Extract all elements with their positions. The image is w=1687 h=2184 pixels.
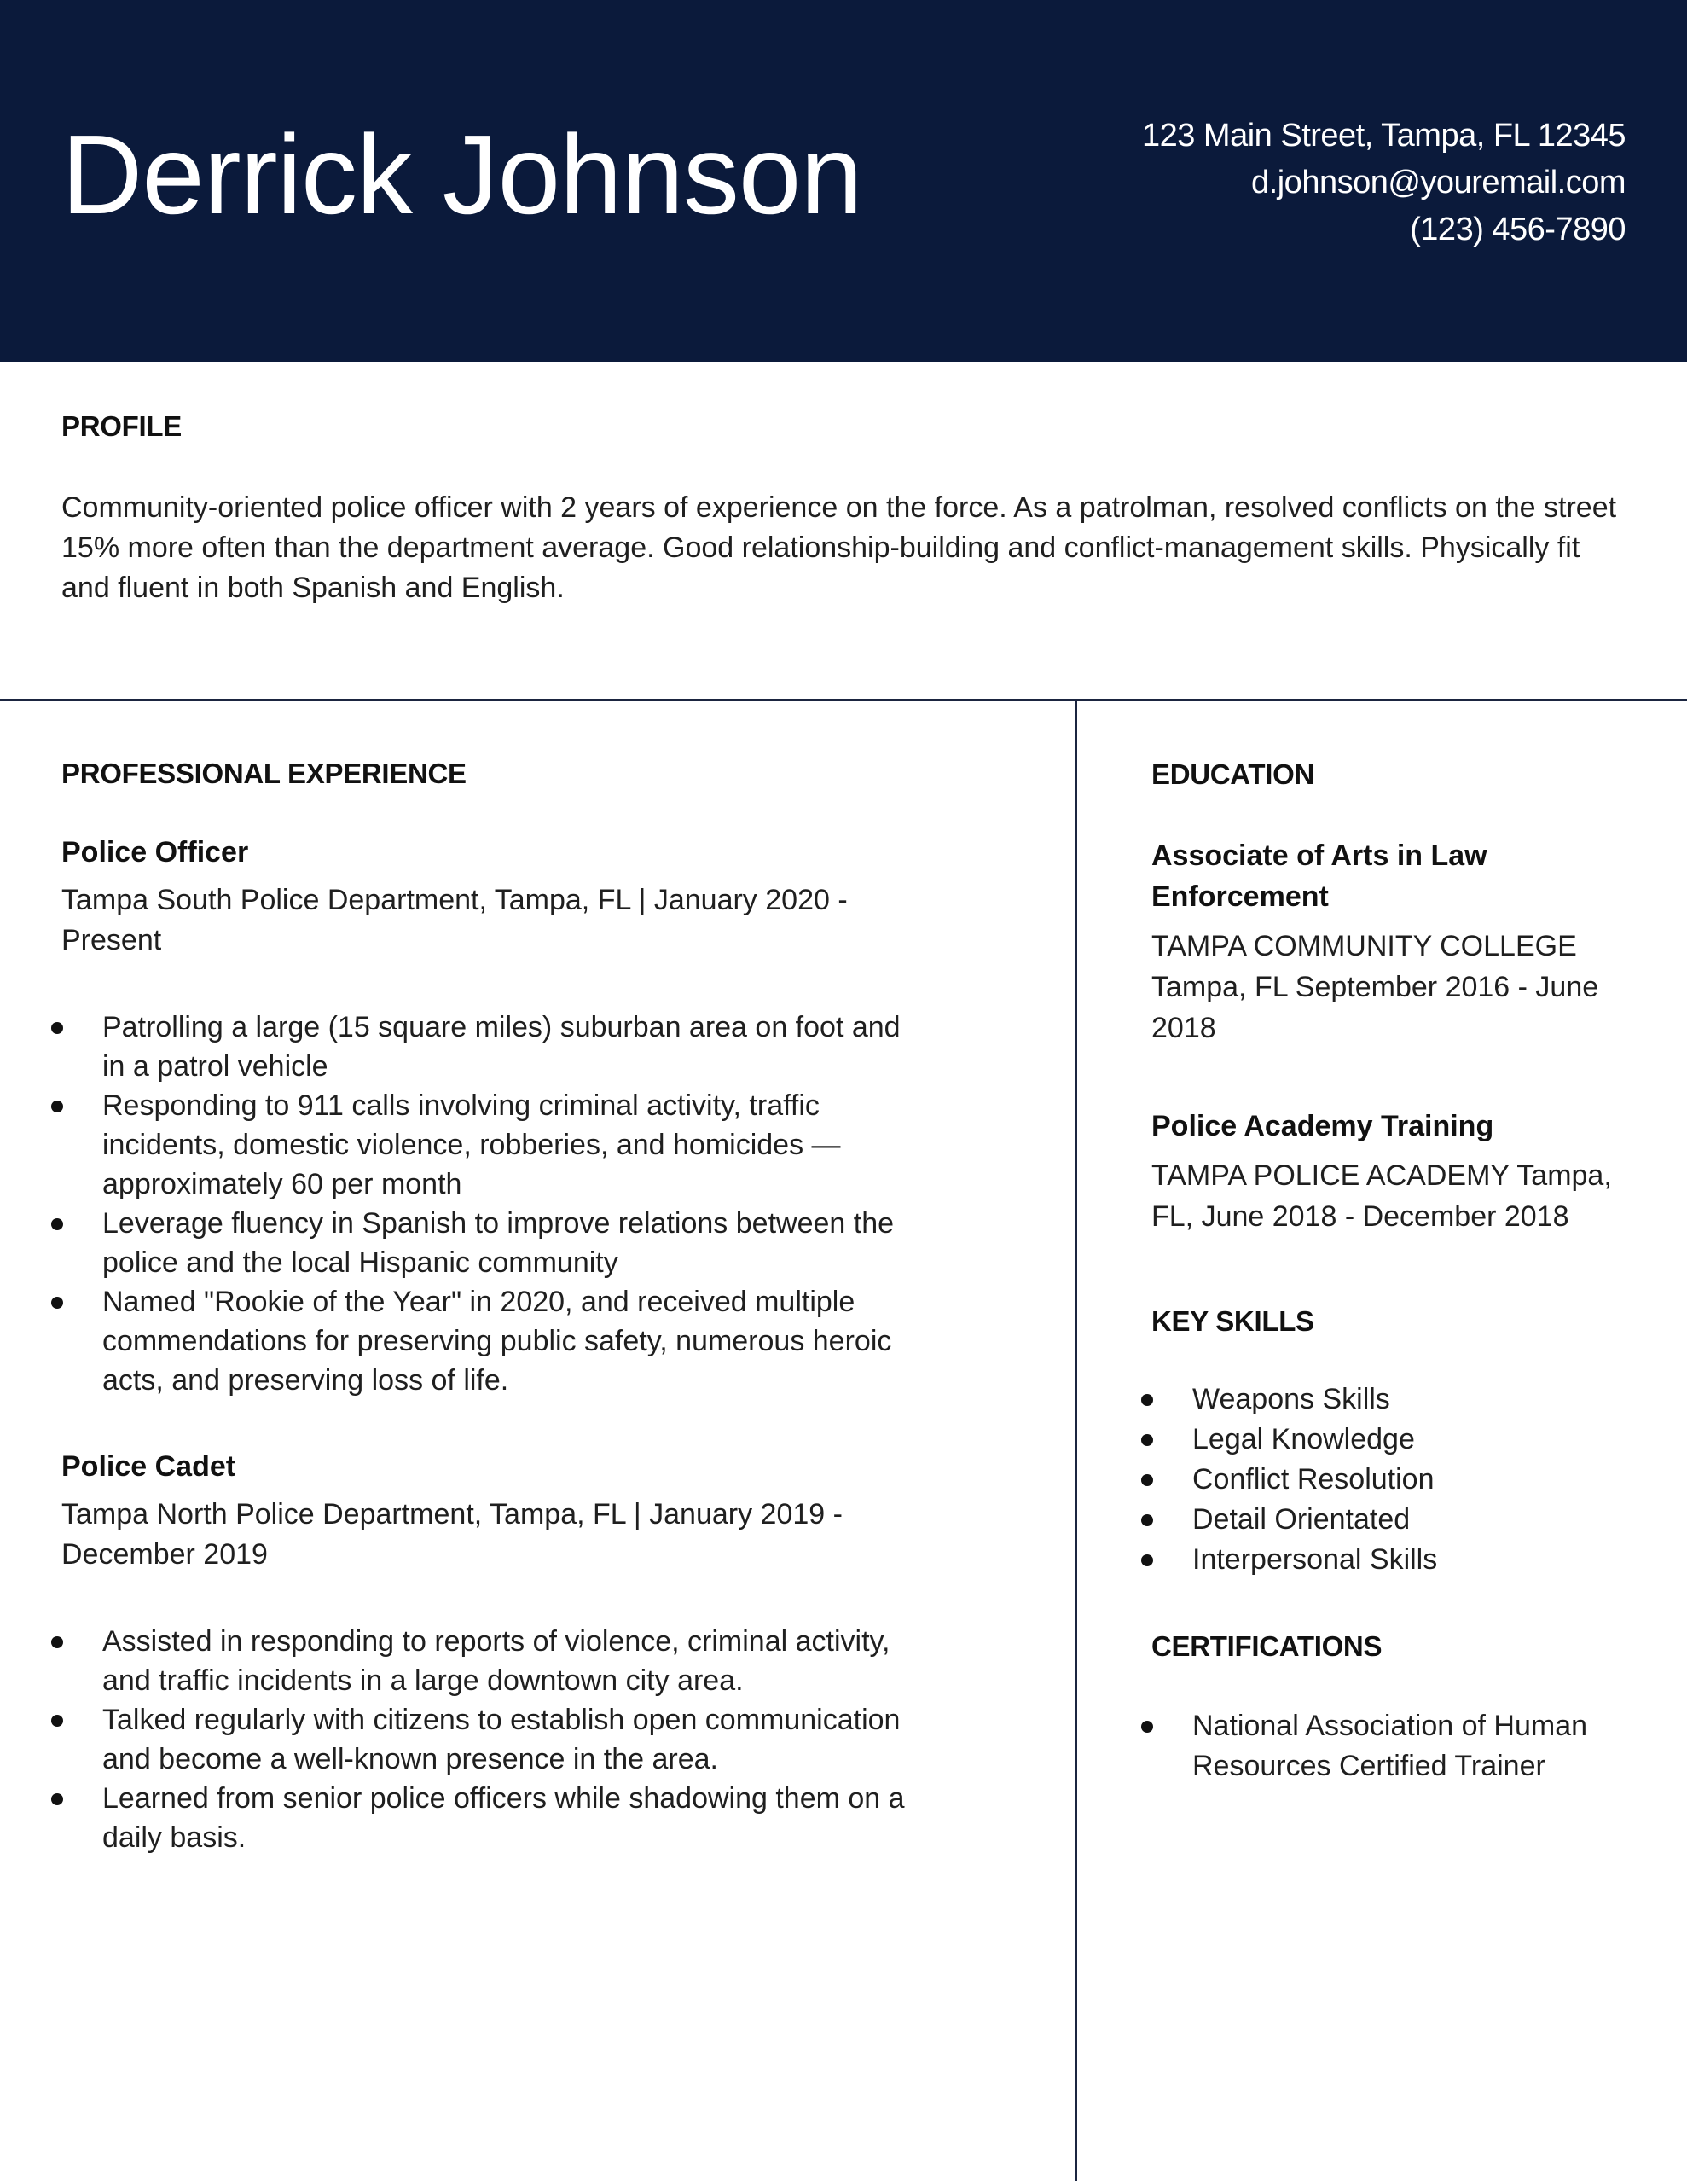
bullet-icon [51, 1715, 63, 1727]
list-item: Talked regularly with citizens to establish open communication and become a well-known presence in the area. [41, 1700, 919, 1779]
list-item: Assisted in responding to reports of violence, criminal activity, and traffic incidents in a large downtown city area. [41, 1622, 919, 1700]
job-title: Police Officer [61, 836, 249, 868]
list-item: Responding to 911 calls involving criminal activity, traffic incidents, domestic violence, robberies, and homicides —approximately 60 per month [41, 1086, 919, 1204]
bullet-icon [51, 1218, 63, 1230]
candidate-name: Derrick Johnson [61, 112, 862, 237]
certifications-heading: CERTIFICATIONS [1151, 1630, 1383, 1662]
bullet-icon [1141, 1514, 1153, 1526]
list-item: Interpersonal Skills [1131, 1540, 1660, 1580]
degree-title: Associate of Arts in Law Enforcement [1151, 839, 1487, 913]
job-meta: Tampa North Police Department, Tampa, FL | January 2019 - December 2019 [61, 1498, 843, 1571]
bullet-icon [51, 1297, 63, 1309]
bullet-icon [51, 1636, 63, 1648]
list-item: Conflict Resolution [1131, 1460, 1660, 1500]
horizontal-divider [0, 699, 1687, 701]
list-item: Learned from senior police officers while shadowing them on a daily basis. [41, 1779, 919, 1857]
bullet-icon [51, 1022, 63, 1034]
job-bullets [41, 1622, 919, 1857]
contact-email: d.johnson@youremail.com [1251, 165, 1626, 200]
list-item: Detail Orientated [1131, 1500, 1660, 1540]
degree-meta: TAMPA POLICE ACADEMY Tampa, FL, June 2018 - December 2018 [1151, 1159, 1612, 1233]
job-meta: Tampa South Police Department, Tampa, FL | January 2020 - Present [61, 884, 848, 956]
resume-header [0, 0, 1687, 362]
degree-title: Police Academy Training [1151, 1110, 1494, 1142]
list-item: Legal Knowledge [1131, 1420, 1660, 1460]
job-bullets [41, 1008, 919, 1400]
contact-phone: (123) 456-7890 [1410, 212, 1626, 247]
profile-heading: PROFILE [61, 410, 182, 442]
list-item: National Association of Human Resources Certified Trainer [1131, 1706, 1643, 1786]
skills-heading: KEY SKILLS [1151, 1305, 1314, 1337]
contact-address: 123 Main Street, Tampa, FL 12345 [1141, 118, 1626, 154]
list-item: Leverage fluency in Spanish to improve relations between the police and the local Hispanic community [41, 1204, 919, 1282]
list-item: Patrolling a large (15 square miles) suburban area on foot and in a patrol vehicle [41, 1008, 919, 1086]
education-heading: EDUCATION [1151, 758, 1315, 790]
skills-list [1131, 1380, 1660, 1580]
experience-heading: PROFESSIONAL EXPERIENCE [61, 758, 467, 789]
job-title: Police Cadet [61, 1450, 236, 1483]
profile-summary: Community-oriented police officer with 2 years of experience on the force. As a patrolman, resolved conflicts on the street 15% more often than the department average. Good relationship-building and conflict-management skills. Physically fit and fluent in both Spanish and English. [61, 491, 1617, 604]
column-divider [1075, 701, 1077, 2181]
bullet-icon [51, 1101, 63, 1112]
bullet-icon [51, 1793, 63, 1805]
degree-meta: TAMPA COMMUNITY COLLEGE Tampa, FL September 2016 - June 2018 [1151, 930, 1599, 1044]
bullet-icon [1141, 1434, 1153, 1446]
bullet-icon [1141, 1721, 1153, 1733]
certifications-list [1131, 1706, 1643, 1786]
contact-info [1142, 113, 1626, 253]
list-item: Weapons Skills [1131, 1380, 1660, 1420]
bullet-icon [1141, 1474, 1153, 1486]
bullet-icon [1141, 1394, 1153, 1406]
bullet-icon [1141, 1554, 1153, 1566]
list-item: Named "Rookie of the Year" in 2020, and received multiple commendations for preserving public safety, numerous heroic acts, and preserving loss of life. [41, 1282, 919, 1400]
